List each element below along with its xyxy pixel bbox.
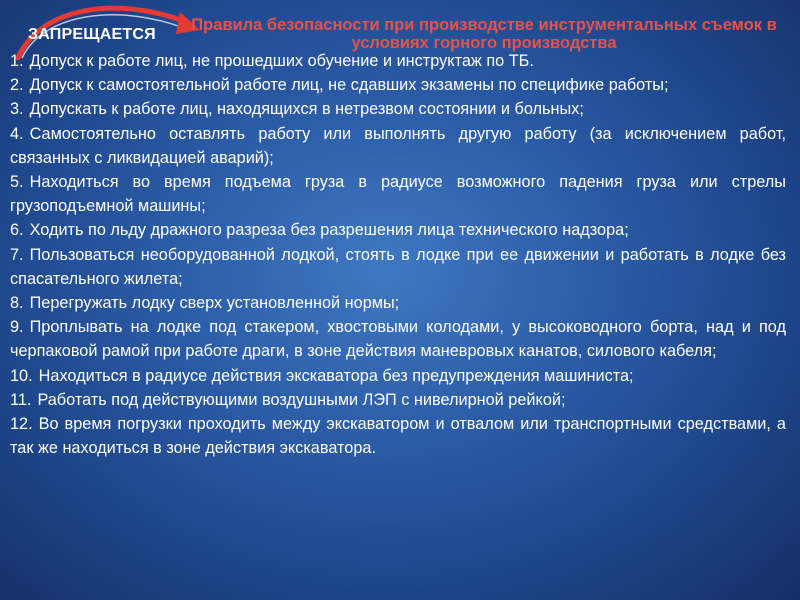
rule-text: Проплывать на лодке под стакером, хвостовыми колодами, у высоководного борта, над и под черпаковой рамой при работе драги, в зоне действия маневровых канатов, силового кабеля; (10, 318, 786, 361)
rule-text: Допуск к самостоятельной работе лиц, не сдавших экзамены по специфике работы; (29, 76, 669, 95)
rule-number: 1. (10, 52, 24, 70)
rule-number: 3. (10, 100, 24, 119)
rule-item (10, 97, 786, 121)
rule-text: Допуск к работе лиц, не прошедших обучение и инструктаж по ТБ. (29, 52, 534, 70)
rule-text: Ходить по льду дражного разреза без разрешения лица технического надзора; (29, 221, 629, 240)
rule-number: 8. (10, 294, 24, 313)
rule-item (10, 364, 786, 388)
rule-text: Самостоятельно оставлять работу или выполнять другую работу (за исключением работ, связанных с ликвидацией аварий); (10, 124, 786, 167)
rule-item (10, 49, 786, 73)
rule-text: Работать под действующими воздушными ЛЭП с нивелирной рейкой; (37, 390, 566, 409)
rule-text: Допускать к работе лиц, находящихся в нетрезвом состоянии и больных; (29, 100, 584, 119)
rule-number: 2. (10, 76, 24, 95)
rule-number: 7. (10, 245, 24, 264)
rule-number: 12. (10, 415, 33, 434)
rule-number: 6. (10, 221, 24, 240)
rule-item (10, 388, 786, 412)
rule-number: 10. (10, 366, 33, 385)
rule-number: 4. (10, 124, 24, 143)
rule-item (10, 412, 786, 460)
rule-number: 11. (10, 390, 32, 409)
rules-list (10, 49, 786, 460)
rule-item (10, 315, 786, 363)
rule-item (10, 218, 786, 242)
rule-number: 5. (10, 173, 24, 192)
rule-text: Во время погрузки проходить между экскаватором и отвалом или транспортными средствами, а так же находиться в зоне действия экскаватора. (10, 415, 786, 458)
prohibited-heading: ЗАПРЕЩАЕТСЯ (28, 26, 156, 43)
rule-text: Перегружать лодку сверх установленной нормы; (29, 294, 400, 313)
rule-item (10, 291, 786, 315)
rule-item (10, 73, 786, 97)
rule-text: Находиться во время подъема груза в радиусе возможного падения груза или стрелы грузоподъемной машины; (10, 173, 786, 216)
rule-item (10, 170, 786, 218)
slide-title: Правила безопасности при производстве инструментальных съемок в условиях горного производства (191, 16, 777, 52)
rule-text: Пользоваться необорудованной лодкой, стоять в лодке при ее движении и работать в лодке без спасательного жилета; (10, 245, 786, 288)
rule-text: Находиться в радиусе действия экскаватора без предупреждения машиниста; (38, 366, 634, 385)
rule-number: 9. (10, 318, 24, 337)
rule-item (10, 122, 786, 170)
rule-item (10, 243, 786, 291)
